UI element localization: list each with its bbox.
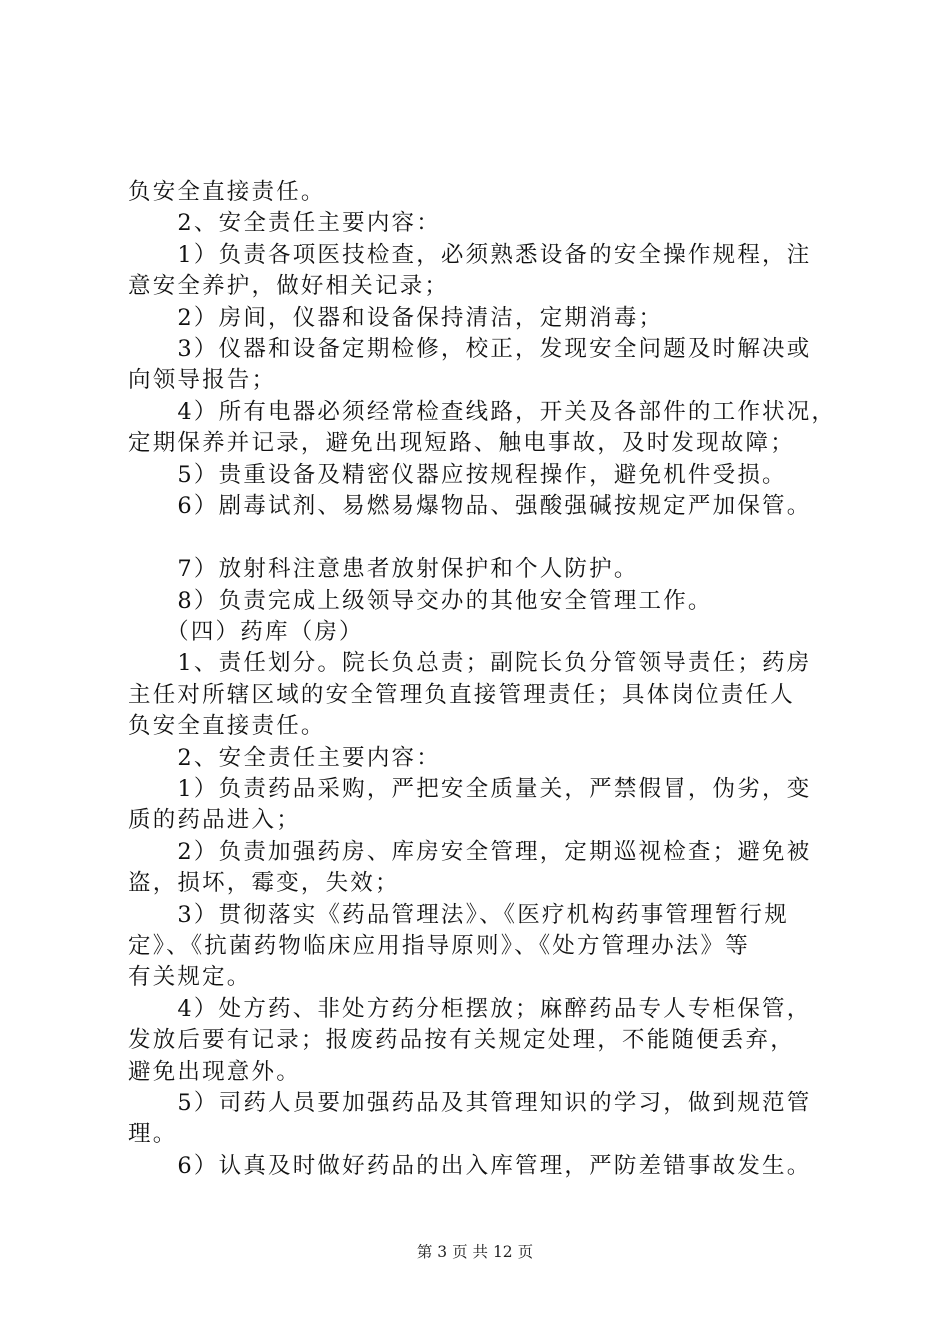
paragraph-line: 4）所有电器必须经常检查线路，开关及各部件的工作状况，: [128, 398, 837, 425]
paragraph-line: 定》、《抗菌药物临床应用指导原则》、《处方管理办法》等: [128, 932, 750, 959]
paragraph-line: 2、安全责任主要内容：: [128, 744, 441, 771]
paragraph-line: 6）剧毒试剂、易燃易爆物品、强酸强碱按规定严加保管。: [128, 492, 812, 519]
document-body: [128, 177, 838, 1182]
paragraph-line: 意安全养护，做好相关记录；: [128, 273, 450, 300]
paragraph-line: 定期保养并记录，避免出现短路、触电事故，及时发现故障；: [128, 430, 795, 457]
paragraph-line: 8）负责完成上级领导交办的其他安全管理工作。: [128, 587, 713, 614]
paragraph-line: 负安全直接责任。: [128, 179, 326, 205]
section-heading: （四）药库（房）: [128, 619, 364, 646]
paragraph-line: 1、责任划分。院长负总责；副院长负分管领导责任；药房: [128, 650, 812, 677]
paragraph-line: 主任对所辖区域的安全管理负直接管理责任；具体岗位责任人: [128, 681, 795, 708]
paragraph-line: 3）贯彻落实《药品管理法》、《医疗机构药事管理暂行规: [128, 901, 789, 928]
paragraph-line: 2、安全责任主要内容：: [128, 210, 441, 237]
paragraph-line: 1）负责各项医技检查，必须熟悉设备的安全操作规程，注: [128, 241, 812, 268]
paragraph-line: 质的药品进入；: [128, 807, 301, 834]
paragraph-line: 避免出现意外。: [128, 1058, 301, 1085]
paragraph-line: 7）放射科注意患者放射保护和个人防护。: [128, 556, 639, 583]
paragraph-line: 盗，损坏，霉变，失效；: [128, 870, 400, 897]
paragraph-line: 6）认真及时做好药品的出入库管理，严防差错事故发生。: [128, 1152, 812, 1179]
paragraph-line: 发放后要有记录；报废药品按有关规定处理，不能随便丢弃，: [128, 1027, 795, 1054]
blank-line: [128, 522, 838, 554]
paragraph-line: 负安全直接责任。: [128, 713, 326, 740]
paragraph-line: 有关规定。: [128, 964, 252, 991]
paragraph-line: 2）负责加强药房、库房安全管理，定期巡视检查；避免被: [128, 838, 812, 865]
paragraph-line: 3）仪器和设备定期检修，校正，发现安全问题及时解决或: [128, 335, 812, 362]
paragraph-line: 向领导报告；: [128, 367, 277, 394]
paragraph-line: 4）处方药、非处方药分柜摆放；麻醉药品专人专柜保管，: [128, 995, 812, 1022]
paragraph-line: 5）贵重设备及精密仪器应按规程操作，避免机件受损。: [128, 461, 787, 488]
page-number-footer: 第 3 页 共 12 页: [416, 1243, 534, 1261]
paragraph-line: 5）司药人员要加强药品及其管理知识的学习，做到规范管: [128, 1089, 812, 1116]
paragraph-line: 理。: [128, 1121, 178, 1148]
paragraph-line: 1）负责药品采购，严把安全质量关，严禁假冒，伪劣，变: [128, 776, 812, 803]
paragraph-line: 2）房间，仪器和设备保持清洁，定期消毒；: [128, 304, 664, 331]
